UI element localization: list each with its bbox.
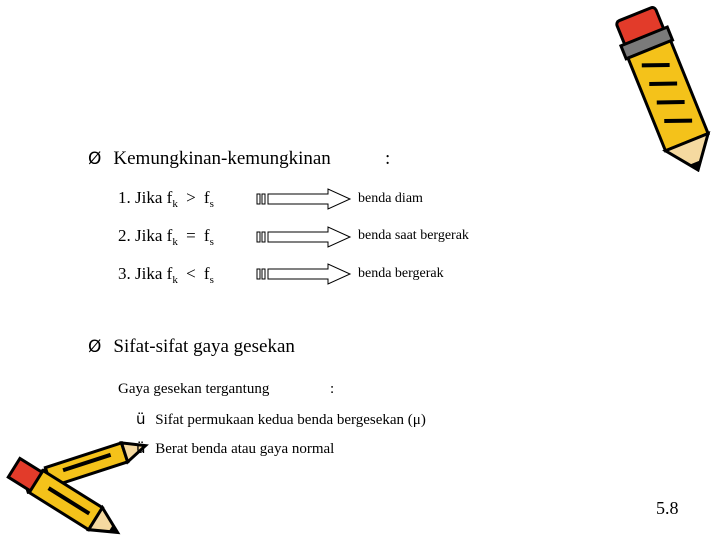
row-f-right: f xyxy=(203,264,210,283)
point-row-2 xyxy=(136,439,334,458)
result-text: benda diam xyxy=(358,191,423,206)
row-jika: Jika xyxy=(135,264,163,283)
row-f-left: f xyxy=(166,188,173,207)
point-text: Sifat permukaan kedua benda bergesekan (μ) xyxy=(155,412,426,428)
row-f-left: f xyxy=(166,264,173,283)
result-text: benda bergerak xyxy=(358,266,444,281)
row-number: 2. xyxy=(118,226,131,245)
row-operator: = xyxy=(186,226,196,245)
condition-row-3 xyxy=(118,264,214,286)
bullet-arrow-icon: Ø xyxy=(88,337,102,357)
condition-row-2 xyxy=(118,226,214,248)
check-icon: ü xyxy=(136,410,146,428)
result-text: benda saat bergerak xyxy=(358,228,469,243)
row-sub-right: s xyxy=(209,274,214,286)
row-f-right: f xyxy=(203,226,210,245)
row-f-left: f xyxy=(166,226,173,245)
bullet-arrow-icon: Ø xyxy=(88,149,102,169)
row-sub-left: k xyxy=(172,198,178,210)
row-f-right: f xyxy=(203,188,210,207)
arrow-icon xyxy=(256,188,352,210)
section2-subheading: Gaya gesekan tergantung xyxy=(118,381,270,397)
condition-row-1 xyxy=(118,188,214,210)
point-row-1 xyxy=(136,410,426,429)
row-operator: < xyxy=(186,264,196,283)
row-sub-left: k xyxy=(172,274,178,286)
row-sub-left: k xyxy=(172,236,178,248)
row-jika: Jika xyxy=(135,188,163,207)
section2-colon: : xyxy=(330,381,335,397)
section1-heading-row xyxy=(88,148,331,170)
row-sub-right: s xyxy=(209,198,214,210)
section2-heading: Sifat-sifat gaya gesekan xyxy=(113,336,295,357)
section2-heading-row xyxy=(88,336,295,358)
row-number: 1. xyxy=(118,188,131,207)
section1-colon: : xyxy=(385,148,391,169)
section1-heading: Kemungkinan-kemungkinan xyxy=(113,148,331,169)
check-icon: ü xyxy=(136,439,146,457)
arrow-icon xyxy=(256,226,352,248)
row-operator: > xyxy=(186,188,196,207)
pencil-icon xyxy=(598,0,720,172)
row-number: 3. xyxy=(118,264,131,283)
row-sub-right: s xyxy=(209,236,214,248)
page-number: 5.8 xyxy=(656,498,679,518)
point-text: Berat benda atau gaya normal xyxy=(155,441,335,457)
arrow-icon xyxy=(256,263,352,285)
row-jika: Jika xyxy=(135,226,163,245)
